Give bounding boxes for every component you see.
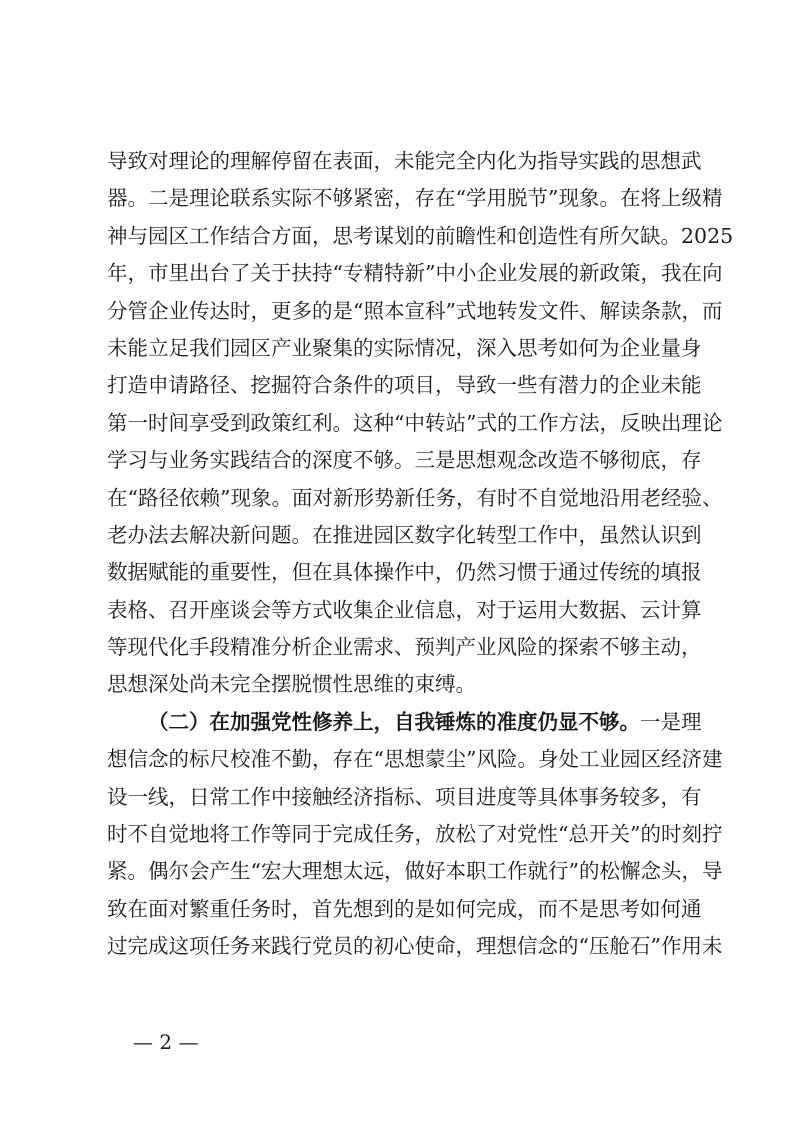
text-line: 未能立足我们园区产业聚集的实际情况，深入思考如何为企业量身 <box>107 335 702 360</box>
paragraph-2 <box>107 704 723 966</box>
text-line: 紧。偶尔会产生“宏大理想太远，做好本职工作就行”的松懈念头，导 <box>107 859 723 884</box>
text-line: 思想深处尚未完全摆脱惯性思维的束缚。 <box>107 672 476 697</box>
text-line: 数据赋能的重要性，但在具体操作中，仍然习惯于通过传统的填报 <box>107 560 702 585</box>
section-heading-line <box>107 704 702 741</box>
text-line: 分管企业传达时，更多的是“照本宣科”式地转发文件、解读条款，而 <box>107 298 723 323</box>
text-line: 在“路径依赖”现象。面对新形势新任务，有时不自觉地沿用老经验、 <box>107 485 723 510</box>
text-line: 时不自觉地将工作等同于完成任务，放松了对党性“总开关”的时刻拧 <box>107 822 723 847</box>
text-line: 第一时间享受到政策红利。这种“中转站”式的工作方法，反映出理论 <box>107 410 723 435</box>
text-span: 一是理 <box>640 709 702 734</box>
text-line: 表格、召开座谈会等方式收集企业信息，对于运用大数据、云计算 <box>107 597 702 622</box>
text-line: 过完成这项任务来践行党员的初心使命，理想信念的“压舱石”作用未 <box>107 934 723 959</box>
section-heading: （二）在加强党性修养上，自我锤炼的准度仍显不够。 <box>148 709 640 734</box>
paragraph-1 <box>107 143 734 704</box>
text-line: 学习与业务实践结合的深度不够。三是思想观念改造不够彻底，存 <box>107 448 702 473</box>
text-line: 年，市里出台了关于扶持“专精特新”中小企业发展的新政策，我在向 <box>107 261 723 286</box>
text-line: 神与园区工作结合方面，思考谋划的前瞻性和创造性有所欠缺。2025 <box>107 223 734 248</box>
text-line: 打造申请路径、挖掘符合条件的项目，导致一些有潜力的企业未能 <box>107 373 702 398</box>
text-line: 导致对理论的理解停留在表面，未能完全内化为指导实践的思想武 <box>107 149 702 173</box>
text-line: 器。二是理论联系实际不够紧密，存在“学用脱节”现象。在将上级精 <box>107 186 723 211</box>
text-line: 等现代化手段精准分析企业需求、预判产业风险的探索不够主动， <box>107 635 702 660</box>
text-line: 老办法去解决新问题。在推进园区数字化转型工作中，虽然认识到 <box>107 522 702 547</box>
document-body <box>107 143 734 966</box>
text-line: 想信念的标尺校准不勤，存在“思想蒙尘”风险。身处工业园区经济建 <box>107 747 723 772</box>
text-line: 致在面对繁重任务时，首先想到的是如何完成，而不是思考如何通 <box>107 896 702 921</box>
page-number: — 2 — <box>133 1030 199 1054</box>
text-line: 设一线，日常工作中接触经济指标、项目进度等具体事务较多，有 <box>107 784 702 809</box>
